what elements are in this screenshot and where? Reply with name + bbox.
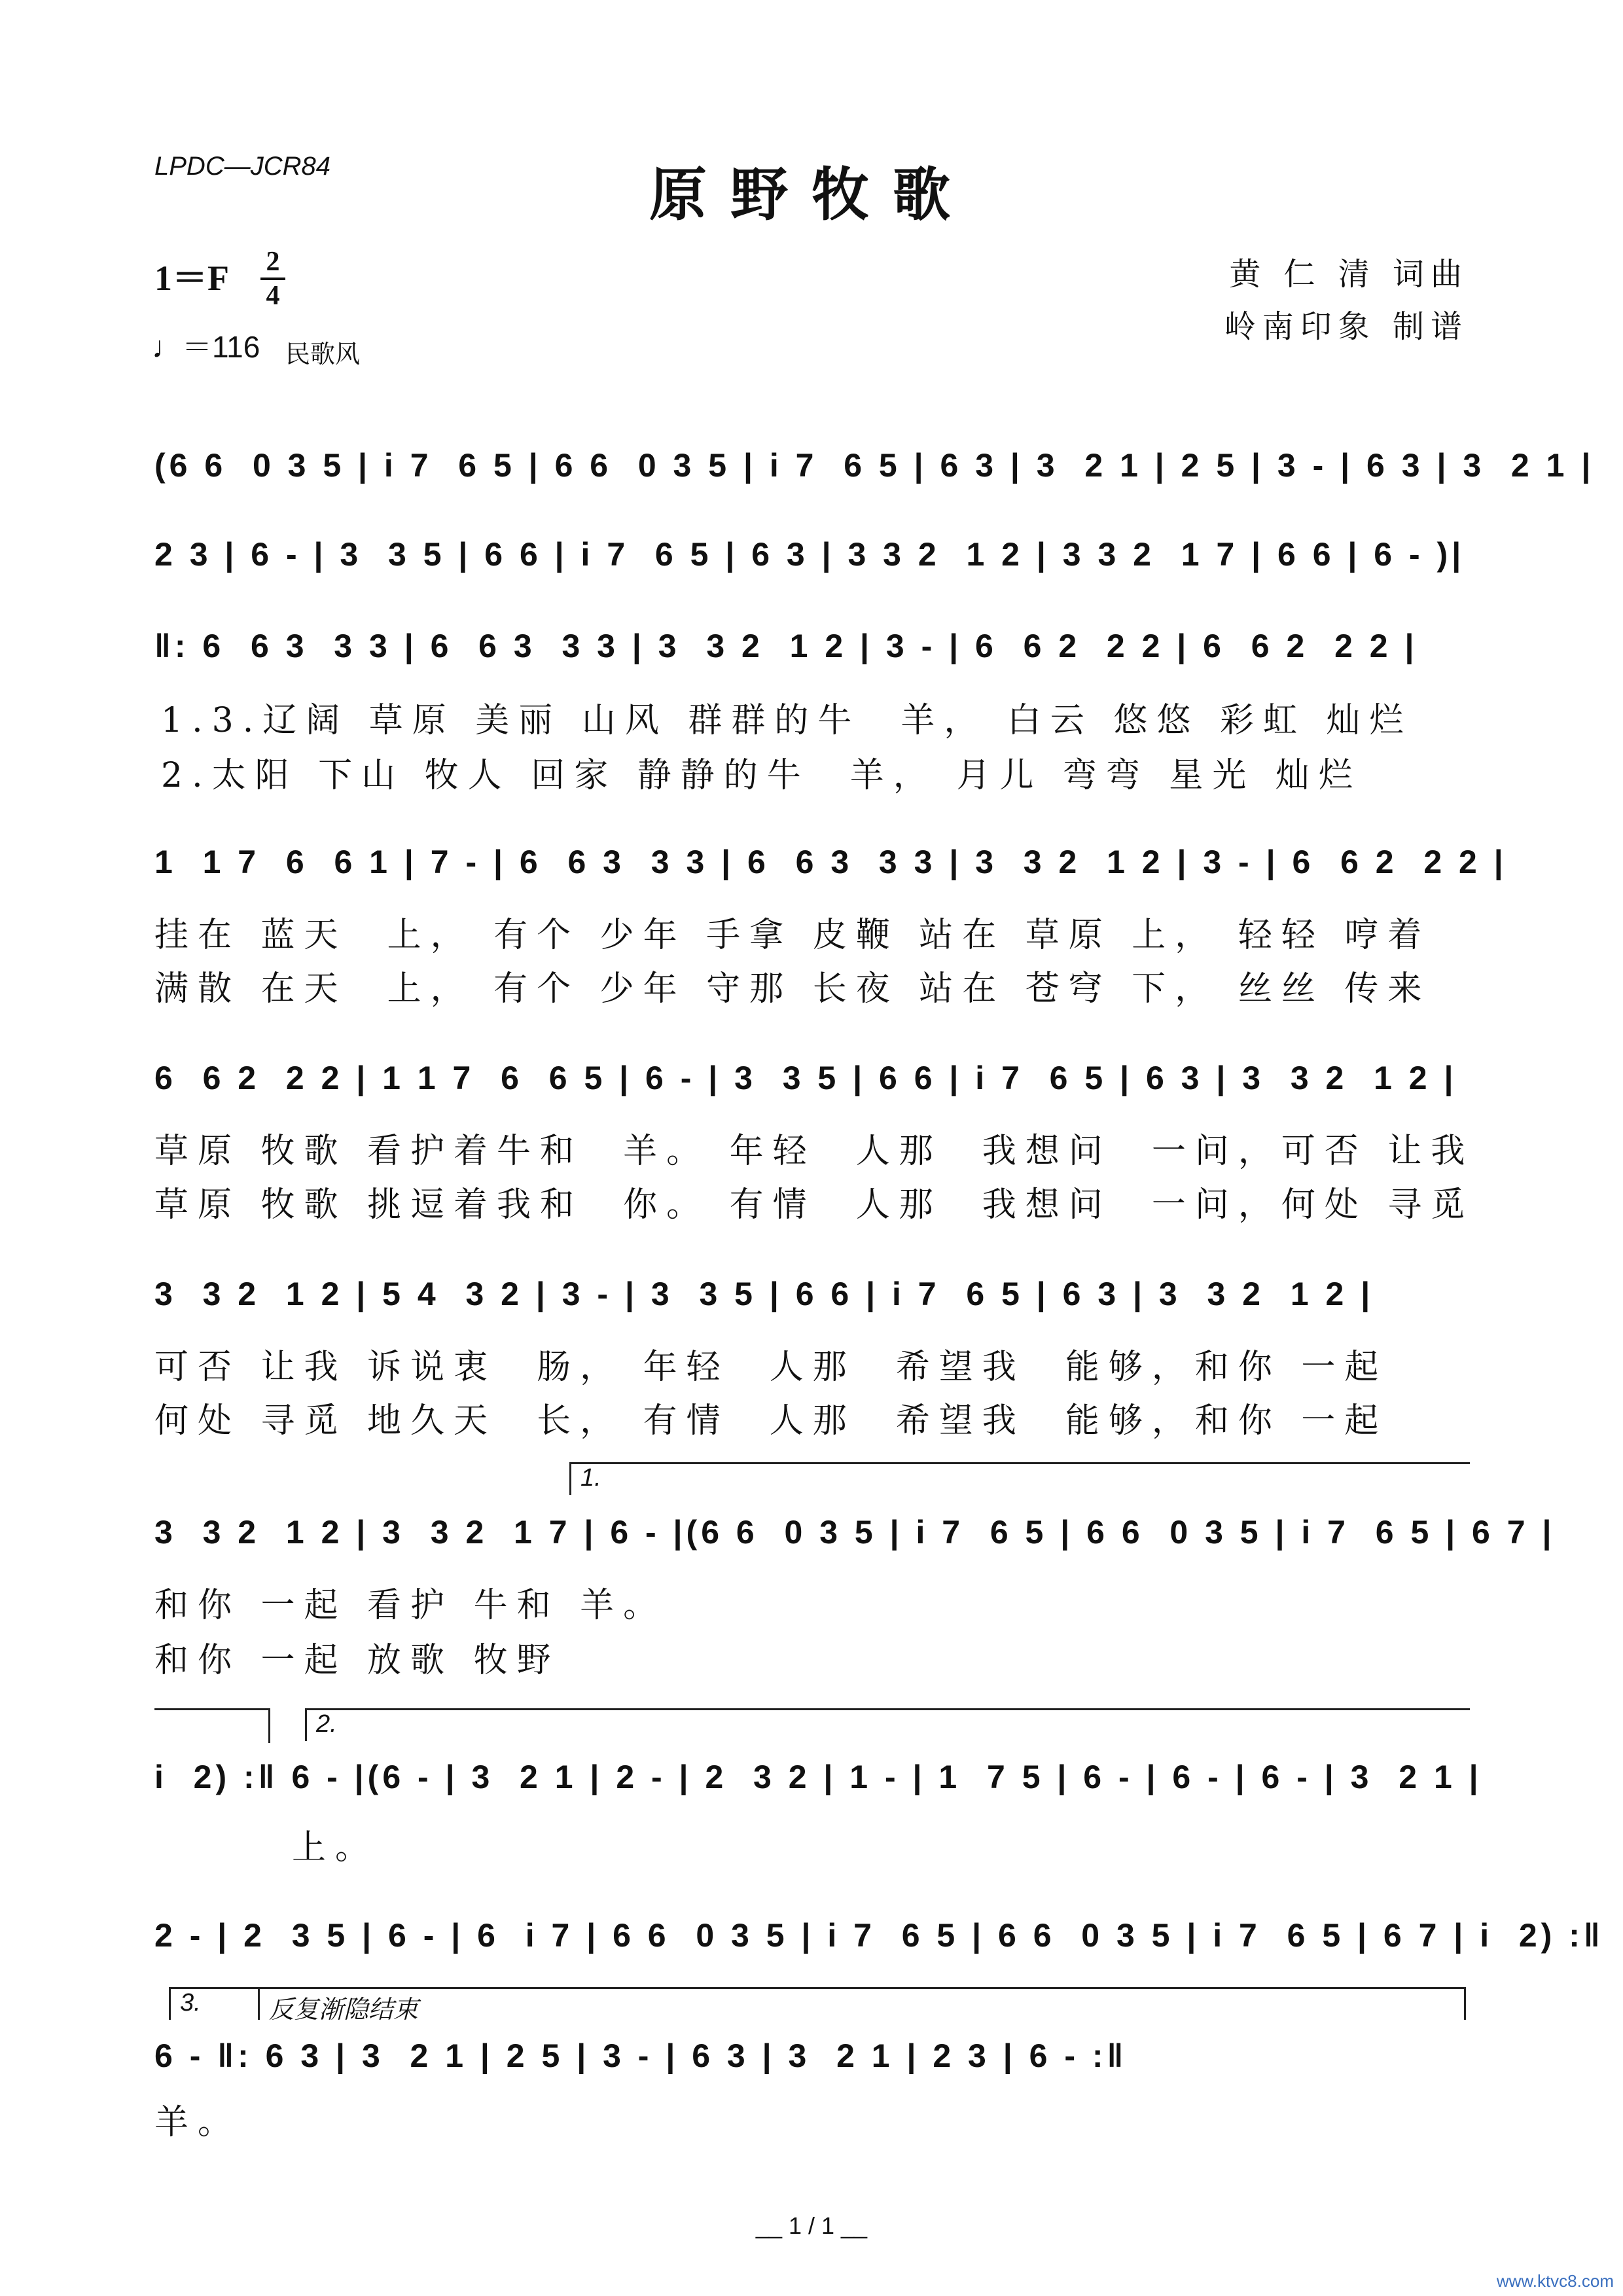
composer-credit: 黄 仁 清 词曲 bbox=[1229, 256, 1469, 293]
staff-2: 2 3 | 6 - | 3 3 5 | 6 6 | i 7 6 5 | 6 3 | 3 3 2 1 2 | 3 3 2 1 7 | 6 6 | 6 - )| bbox=[154, 536, 1465, 573]
staff-10: 6 - ‖: 6 3 | 3 2 1 | 2 5 | 3 - | 6 3 | 3 2 1 | 2 3 | 6 - :‖ bbox=[154, 2037, 1128, 2074]
staff-7: 3 3 2 1 2 | 3 3 2 1 7 | 6 - |(6 6 0 3 5 | i 7 6 5 | 6 6 0 3 5 | i 7 6 5 | 6 7 | bbox=[154, 1514, 1556, 1551]
staff-5: 6 6 2 2 2 | 1 1 7 6 6 5 | 6 - | 3 3 5 | 6 6 | i 7 6 5 | 6 3 | 3 3 2 1 2 | bbox=[154, 1060, 1457, 1096]
staff-3: ‖: 6 6 3 3 3 | 6 6 3 3 3 | 3 3 2 1 2 | 3 - | 6 6 2 2 2 | 6 6 2 2 2 | bbox=[154, 628, 1418, 664]
lyric-line: 可否 让我 诉说衷 肠， 年轻 人那 希望我 能够，和你 一起 bbox=[154, 1348, 1388, 1387]
lyric-line: 上。 bbox=[292, 1828, 379, 1867]
lyric-line: 草原 牧歌 挑逗着我和 你。 有情 人那 我想问 一问，何处 寻觅 bbox=[154, 1185, 1474, 1225]
lyric-line: 羊。 bbox=[154, 2103, 241, 2142]
volta-bracket-1-end bbox=[154, 1708, 270, 1743]
lyric-line: 挂在 蓝天 上， 有个 少年 手拿 皮鞭 站在 草原 上， 轻轻 哼着 bbox=[154, 916, 1431, 955]
catalog-number: LPDC—JCR84 bbox=[154, 152, 330, 181]
lyric-line: 何处 寻觅 地久天 长， 有情 人那 希望我 能够，和你 一起 bbox=[154, 1401, 1388, 1441]
song-title: 原野牧歌 bbox=[649, 160, 974, 228]
lyric-line: 和你 一起 放歌 牧野 bbox=[154, 1641, 560, 1680]
staff-6: 3 3 2 1 2 | 5 4 3 2 | 3 - | 3 3 5 | 6 6 | i 7 6 5 | 6 3 | 3 3 2 1 2 | bbox=[154, 1276, 1374, 1312]
lyric-line: 2.太阳 下山 牧人 回家 静静的牛 羊， 月儿 弯弯 星光 灿烂 bbox=[161, 756, 1362, 795]
key-signature: 1＝F bbox=[154, 259, 229, 298]
staff-4: 1 1 7 6 6 1 | 7 - | 6 6 3 3 3 | 6 6 3 3 3 | 3 3 2 1 2 | 3 - | 6 6 2 2 2 | bbox=[154, 844, 1507, 880]
lyric-line: 满散 在天 上， 有个 少年 守那 长夜 站在 苍穹 下， 丝丝 传来 bbox=[154, 969, 1431, 1009]
tempo-mark: ♩＝116 bbox=[152, 330, 260, 364]
arranger-credit: 岭南印象 制谱 bbox=[1224, 308, 1469, 345]
meter-numerator: 2 bbox=[266, 247, 280, 277]
lyric-line: 1.3.辽阔 草原 美丽 山风 群群的牛 羊， 白云 悠悠 彩虹 灿烂 bbox=[161, 701, 1413, 740]
staff-1: (6 6 0 3 5 | i 7 6 5 | 6 6 0 3 5 | i 7 6 5 | 6 3 | 3 2 1 | 2 5 | 3 - | 6 3 | 3 2 1 | bbox=[154, 447, 1595, 484]
lyric-line: 草原 牧歌 看护着牛和 羊。 年轻 人那 我想问 一问，可否 让我 bbox=[154, 1132, 1474, 1171]
volta-bracket-1: 1. bbox=[569, 1462, 1470, 1495]
staff-8: i 2) :‖ 6 - |(6 - | 3 2 1 | 2 - | 2 3 2 | 1 - | 1 7 5 | 6 - | 6 - | 6 - | 3 2 1 | bbox=[154, 1759, 1482, 1795]
fade-ending-bracket: 反复渐隐结束 bbox=[258, 1987, 1466, 2020]
style-mark: 民歌风 bbox=[285, 340, 361, 368]
meter-denominator: 4 bbox=[266, 281, 280, 311]
time-signature bbox=[257, 247, 289, 310]
page-number: __ 1 / 1 __ bbox=[755, 2212, 868, 2239]
watermark: www.ktvc8.com bbox=[1496, 2271, 1614, 2291]
volta-bracket-3: 3. bbox=[169, 1987, 260, 2020]
staff-9: 2 - | 2 3 5 | 6 - | 6 i 7 | 6 6 0 3 5 | i 7 6 5 | 6 6 0 3 5 | i 7 6 5 | 6 7 | i 2) :‖ bbox=[154, 1917, 1604, 1954]
volta-bracket-2: 2. bbox=[305, 1708, 1470, 1741]
lyric-line: 和你 一起 看护 牛和 羊。 bbox=[154, 1586, 667, 1625]
